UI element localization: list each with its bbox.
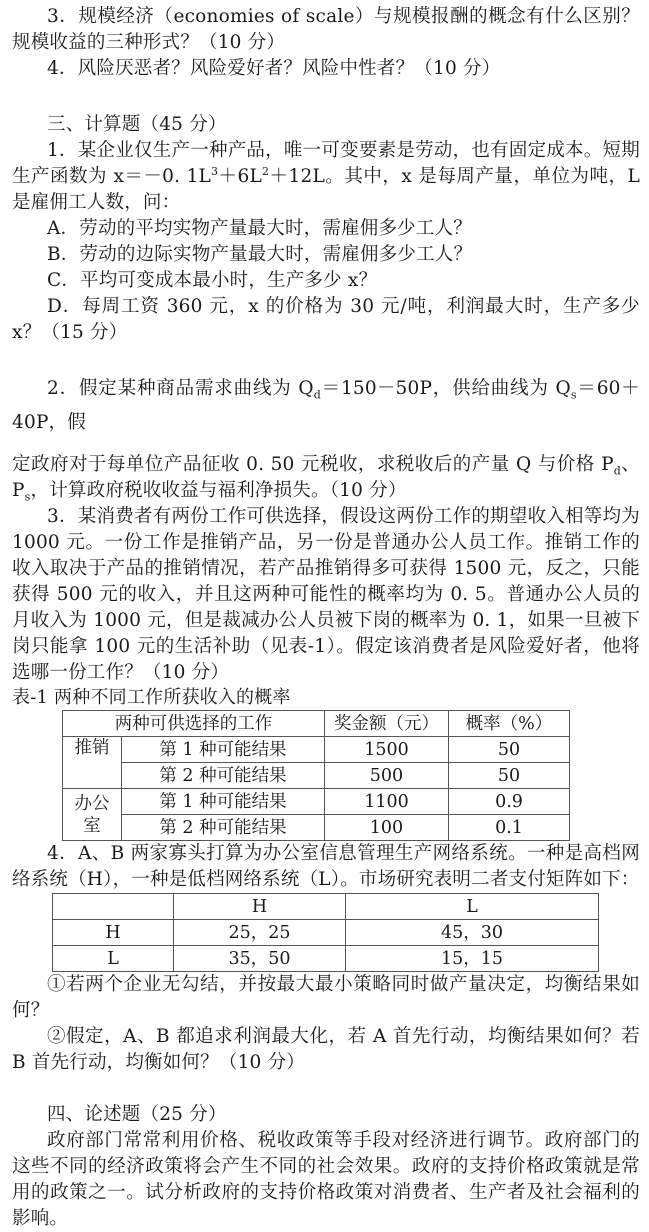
question-text: 的三种形式？（10 分）	[86, 32, 286, 53]
question-text: 定政府对于每单位产品征收 0. 50 元税收，求税收后的产量 Q 与价格 P	[12, 454, 614, 475]
matrix-header	[53, 894, 174, 920]
section-4-title: 四、论述题（25 分）	[47, 1104, 227, 1125]
table-row	[63, 763, 570, 789]
question-text: ＋12L。其中，x 是每周产量，单位为吨，L 是雇佣工人数，问：	[12, 166, 641, 213]
matrix-cell: 25，25	[174, 920, 346, 946]
matrix-header: L	[346, 894, 599, 920]
essay-question: 政府部门常常利用价格、税收政策等手段对经济进行调节。政府部门的这些不同的经济政策将会产生不同的社会效果。政府的支持价格政策就是常用的政策之一。试分析政府的支持价格政策对消费者、生产者及社会福利的影响。	[12, 1130, 640, 1229]
subscript: d	[613, 464, 622, 478]
spacer	[12, 346, 640, 372]
amount-cell: 500	[324, 763, 448, 789]
matrix-row	[53, 920, 599, 946]
prob-cell: 0.9	[448, 789, 569, 815]
job-label: 室	[83, 815, 101, 836]
question-text: 3．规模经济（economies of scale）与规模报酬的概念有什么区别？规模收益	[12, 6, 640, 53]
question-3-1-d: D．每周工资 360 元，x 的价格为 30 元/吨，利润最大时，生产多少 x？（15 分）	[12, 296, 640, 343]
question-3-2-cont	[12, 452, 640, 504]
question-text: ，计算政府税收收益与福利净损失。（10 分）	[30, 480, 407, 501]
outcome-cell: 第 1 种可能结果	[122, 789, 325, 815]
matrix-cell: 45，30	[346, 920, 599, 946]
table-row	[63, 789, 570, 815]
section-3-title: 三、计算题（45 分）	[47, 114, 227, 135]
table-header: 奖金额（元）	[324, 711, 448, 737]
matrix-cell: H	[53, 920, 174, 946]
table-row	[63, 737, 570, 763]
exponent: 3	[211, 164, 219, 178]
question-3-4: 4．A、B 两家寡头打算为办公室信息管理生产网络系统。一种是高档网络系统（H），一种是低档网络系统（L）。市场研究表明二者支付矩阵如下：	[12, 843, 640, 890]
subscript: s	[570, 388, 577, 402]
job-cell: 推销	[63, 737, 122, 789]
table-caption: 表-1 两种不同工作所获收入的概率	[12, 687, 291, 708]
job-label: 办公	[74, 793, 110, 814]
matrix-cell: 35，50	[174, 946, 346, 972]
subscript: d	[313, 388, 321, 402]
table-header: 概率（%）	[448, 711, 569, 737]
question-3-1-a: A．劳动的平均实物产量最大时，需雇佣多少工人？	[47, 218, 472, 239]
spacer	[12, 82, 640, 112]
prob-cell: 50	[448, 763, 569, 789]
spacer	[12, 440, 640, 452]
question-2-3	[12, 4, 640, 56]
question-text: ＝60＋40P，假	[12, 378, 640, 433]
question-3-1-c: C．平均可变成本最小时，生产多少 x？	[47, 270, 378, 291]
table-header-row	[63, 711, 570, 737]
question-3-1	[12, 138, 640, 216]
question-3-3: 3．某消费者有两份工作可供选择，假设这两份工作的期望收入相等均为 1000 元。一份工作是推销产品，另一份是普通办公人员工作。推销工作的收入取决于产品的推销情况，若产品推销得多可获得 1500 元，反之，只能获得 500 元的收入，并且这两种可能性的概率均为 0. 5。普通办公人员的月收入为 1000 元，但是裁减办公人员被下岗的概率为 0. 1，如果一旦被下岗只能拿 100 元的生活补助（见表-1）。假定该消费者是风险爱好者，他将选哪一份工作？（10 分）	[12, 506, 640, 683]
question-3-4-sub2: ②假定，A、B 都追求利润最大化，若 A 首先行动，均衡结果如何？若 B 首先行动，均衡如何？（10 分）	[12, 1026, 640, 1073]
outcome-cell: 第 2 种可能结果	[122, 763, 325, 789]
exponent: 2	[262, 164, 270, 178]
matrix-header-row	[53, 894, 599, 920]
spacer	[12, 1076, 640, 1102]
prob-cell: 50	[448, 737, 569, 763]
table-header: 两种可供选择的工作	[63, 711, 325, 737]
prob-cell: 0.1	[448, 815, 569, 841]
question-text: 2．假定某种商品需求曲线为 Q	[47, 378, 314, 399]
question-3-1-b: B．劳动的边际实物产量最大时，需雇佣多少工人？	[47, 244, 473, 265]
question-3-2	[12, 372, 640, 440]
question-text: 1．某企业仅生产一种产品，唯一可变要素是劳动，也有固定成本。短期生产函数为 x＝－0. 1L	[12, 140, 640, 187]
exam-page	[12, 4, 640, 1232]
outcome-cell: 第 1 种可能结果	[122, 737, 325, 763]
income-probability-table	[62, 710, 570, 841]
table-row	[63, 815, 570, 841]
amount-cell: 1100	[324, 789, 448, 815]
amount-cell: 100	[324, 815, 448, 841]
matrix-cell: 15，15	[346, 946, 599, 972]
matrix-cell: L	[53, 946, 174, 972]
question-3-4-sub1: ①若两个企业无勾结，并按最大最小策略同时做产量决定，均衡结果如何？	[12, 974, 640, 1021]
question-text: 、P	[12, 454, 640, 501]
question-2-4: 4．风险厌恶者？风险爱好者？风险中性者？（10 分）	[47, 58, 501, 79]
matrix-row	[53, 946, 599, 972]
question-text: ＝150－50P，供给曲线为 Q	[320, 378, 571, 399]
subscript: s	[24, 490, 31, 504]
matrix-header: H	[174, 894, 346, 920]
amount-cell: 1500	[324, 737, 448, 763]
outcome-cell: 第 2 种可能结果	[122, 815, 325, 841]
question-text: ＋6L	[218, 166, 263, 187]
payoff-matrix-table	[52, 893, 599, 972]
job-cell	[63, 789, 122, 841]
